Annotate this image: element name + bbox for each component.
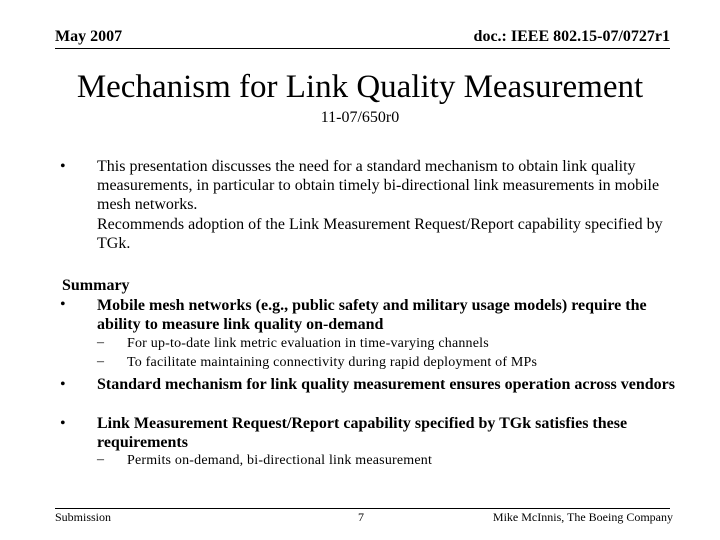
summary-bullet-2-mark: • (60, 376, 66, 393)
summary-bullet-1: Mobile mesh networks (e.g., public safety and military usage models) require the ability to measure link quality on-demand (97, 297, 647, 333)
summary-bullet-3-mark: • (60, 415, 66, 432)
summary-bullet-2: Standard mechanism for link quality measurement ensures operation across vendors (97, 376, 675, 393)
summary-sub-3-1: Permits on-demand, bi-directional link measurement (127, 453, 433, 468)
summary-sub-1-1: For up-to-date link metric evaluation in time-varying channels (127, 336, 489, 351)
slide-title: Mechanism for Link Quality Measurement (76, 69, 644, 105)
summary-bullet-1-mark: • (60, 296, 66, 313)
summary-sub-1-2-mark: – (97, 354, 104, 369)
footer-submission: Submission (55, 510, 112, 524)
summary-sub-1-1-mark: – (97, 335, 104, 350)
summary-heading: Summary (62, 277, 130, 294)
abstract-paragraph-2: Recommends adoption of the Link Measurement Request/Report capability specified by TGk. (97, 216, 663, 252)
abstract-paragraph-1: This presentation discusses the need for a standard mechanism to obtain link quality measurements, in particular to obtain timely bi-directional link measurements in mobile mesh networks. (97, 158, 660, 213)
footer-rule (55, 508, 670, 509)
footer-page-number: 7 (358, 510, 364, 524)
header-doc-id: doc.: IEEE 802.15-07/0727r1 (473, 28, 670, 45)
summary-sub-1-2: To facilitate maintaining connectivity during rapid deployment of MPs (127, 355, 538, 370)
header-rule (55, 48, 670, 49)
slide-subtitle: 11-07/650r0 (320, 109, 400, 126)
header-date: May 2007 (55, 28, 123, 45)
abstract-bullet: • (60, 158, 66, 175)
summary-sub-3-1-mark: – (97, 452, 104, 467)
summary-bullet-3: Link Measurement Request/Report capability specified by TGk satisfies these requirements (97, 415, 628, 451)
footer-author: Mike McInnis, The Boeing Company (492, 510, 673, 524)
